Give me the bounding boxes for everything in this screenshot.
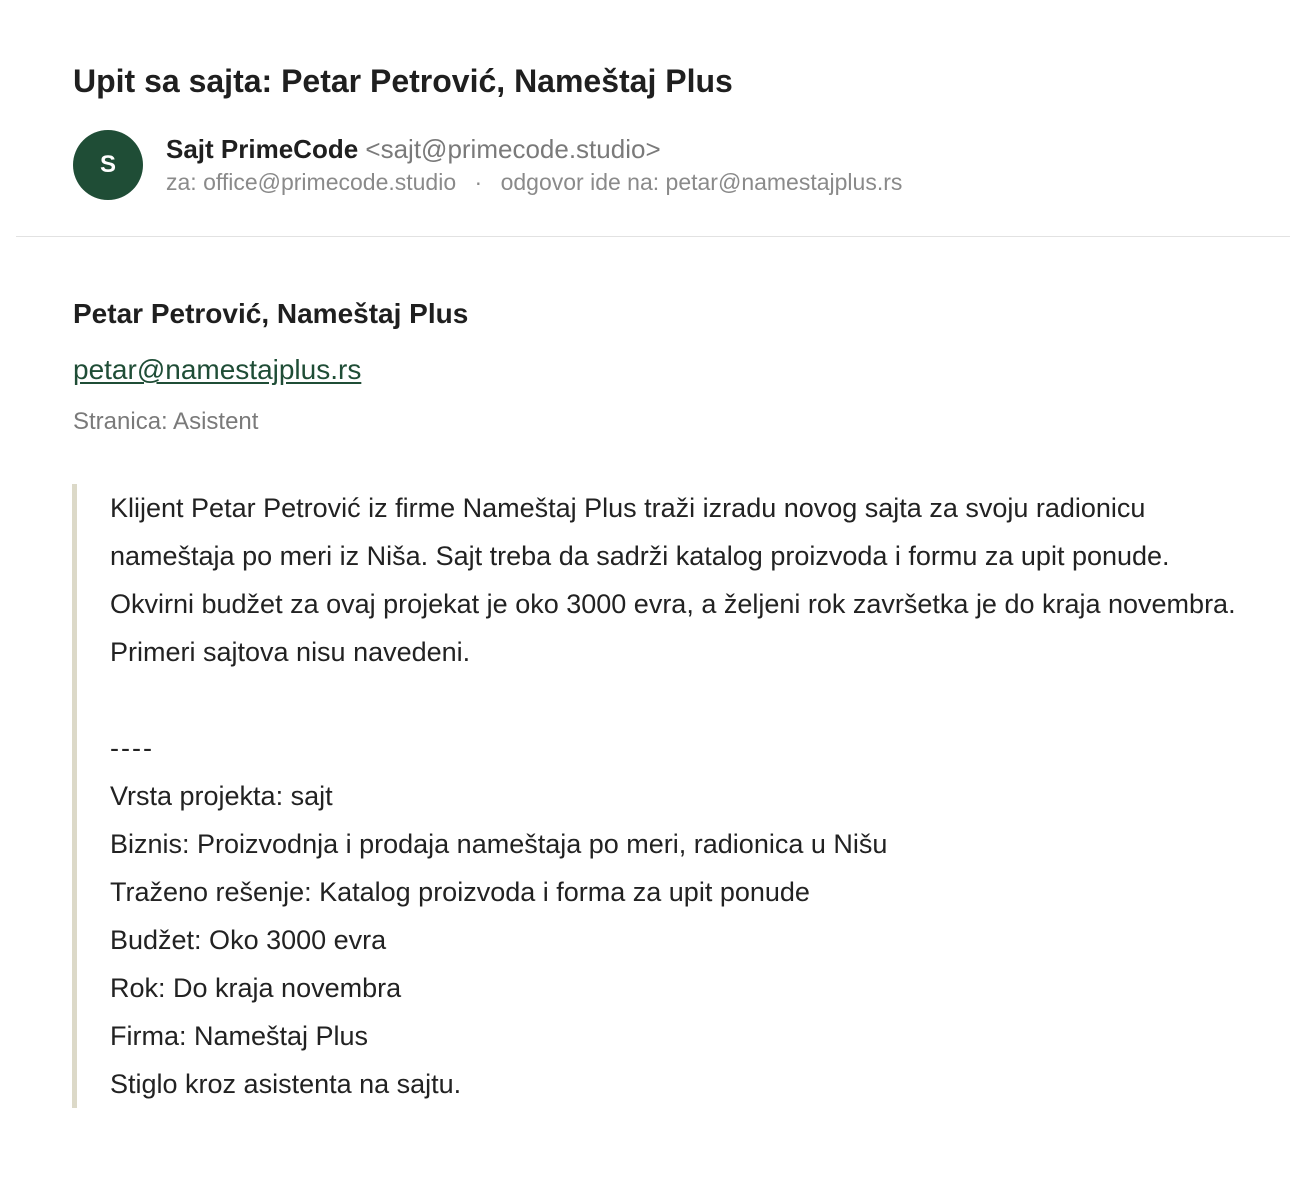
message-quote — [72, 484, 1252, 1108]
sender-block — [166, 130, 902, 198]
detail-line: Traženo rešenje: Katalog proizvoda i forma za upit ponude — [110, 877, 810, 907]
recipient-to: za: office@primecode.studio — [166, 169, 457, 195]
body-title: Petar Petrović, Nameštaj Plus — [73, 298, 469, 329]
contact-email-link[interactable]: petar@namestajplus.rs — [73, 354, 362, 385]
detail-line: Budžet: Oko 3000 evra — [110, 925, 387, 955]
sender-line — [166, 132, 902, 166]
recipient-line — [166, 166, 902, 198]
message-summary: Klijent Petar Petrović iz firme Nameštaj Plus traži izradu novog sajta za svoju radionicu nameštaja po meri iz Niša. Sajt treba da sadrži katalog proizvoda i formu za upit ponude. Okvirni budžet za ovaj projekat je oko 3000 evra, a željeni rok završetka je do kraja novembra. Primeri sajtova nisu navedeni. — [110, 493, 1236, 667]
header-divider — [16, 236, 1290, 237]
sender-email[interactable]: <sajt@primecode.studio> — [365, 134, 661, 164]
avatar[interactable]: S — [73, 130, 143, 200]
page-source: Stranica: Asistent — [73, 408, 259, 435]
spacer — [110, 676, 1252, 724]
detail-line: Vrsta projekta: sajt — [110, 781, 333, 811]
detail-line: Stiglo kroz asistenta na sajtu. — [110, 1069, 462, 1099]
email-subject: Upit sa sajta: Petar Petrović, Nameštaj Plus — [73, 63, 733, 99]
reply-to: odgovor ide na: petar@namestajplus.rs — [500, 169, 903, 195]
dash-separator: ---- — [110, 733, 154, 763]
sender-name[interactable]: Sajt PrimeCode — [166, 134, 359, 164]
detail-line: Rok: Do kraja novembra — [110, 973, 402, 1003]
detail-line: Biznis: Proizvodnja i prodaja nameštaja po meri, radionica u Nišu — [110, 829, 888, 859]
meta-separator: · — [474, 169, 483, 195]
email-header — [73, 130, 902, 202]
detail-line: Firma: Nameštaj Plus — [110, 1021, 369, 1051]
